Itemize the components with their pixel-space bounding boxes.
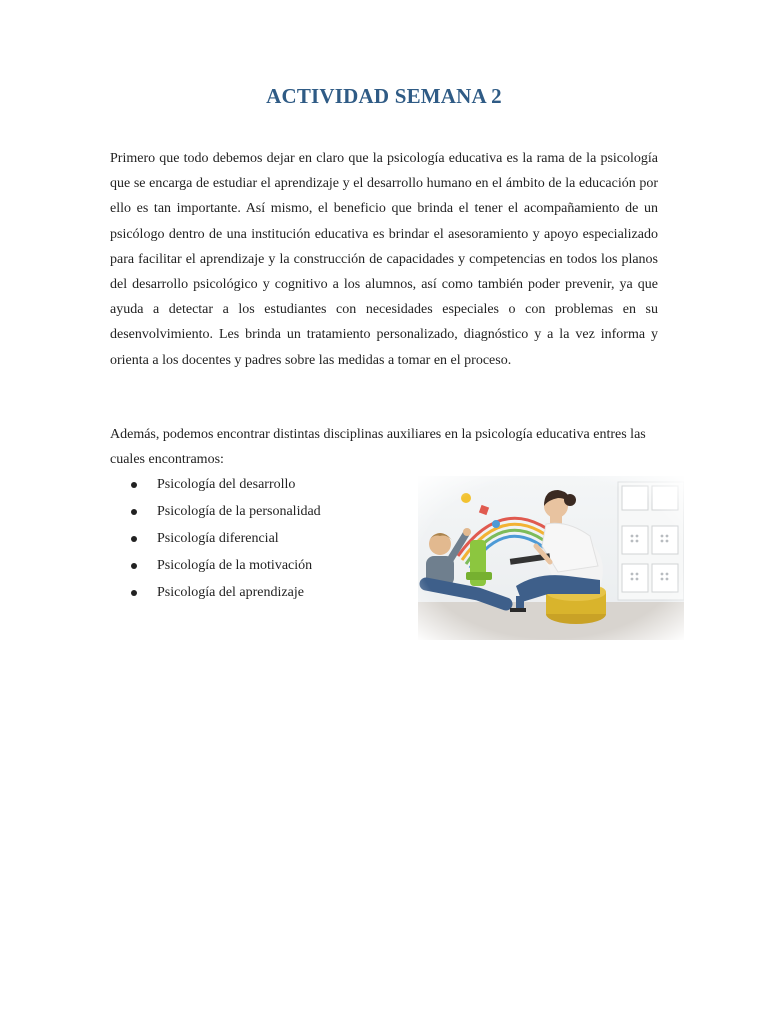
psychologist-child-photo (418, 476, 684, 640)
list-item-label: Psicología del aprendizaje (157, 585, 304, 600)
list-item (110, 581, 410, 608)
list-item-label: Psicología de la personalidad (157, 504, 321, 519)
list-item (110, 554, 410, 581)
page-title: ACTIVIDAD SEMANA 2 (266, 84, 502, 108)
bullet-icon (131, 536, 137, 542)
list-item (110, 473, 410, 500)
psychologist-child-illustration (418, 476, 684, 640)
list-item (110, 500, 410, 527)
bullet-icon (131, 482, 137, 488)
list-item-label: Psicología del desarrollo (157, 477, 296, 492)
bullet-icon (131, 563, 137, 569)
bullet-icon (131, 590, 137, 596)
disciplines-paragraph: Además, podemos encontrar distintas disciplinas auxiliares en la psicología educativa entres las cuales encontramos: (110, 427, 646, 467)
bullet-icon (131, 509, 137, 515)
intro-paragraph: Primero que todo debemos dejar en claro que la psicología educativa es la rama de la psicología que se encarga de estudiar el aprendizaje y el desarrollo humano en el ámbito de la educación por ello es tan importante. Así mismo, el beneficio que brinda el tener el acompañamiento de un psicólogo dentro de una institución educativa es brindar el asesoramiento y apoyo especializado para facilitar el aprendizaje y la construcción de capacidades y competencias en todos los planos del desarrollo psicológico y cognitivo a los alumnos, así como también poder prevenir, ya que ayuda a detectar a los estudiantes con necesidades especiales o con problemas en su desenvolvimiento. Les brinda un tratamiento personalizado, diagnóstico y a la vez informa y orienta a los docentes y padres sobre las medidas a tomar en el proceso. (110, 151, 658, 368)
list-item-label: Psicología diferencial (157, 531, 279, 546)
list-item-label: Psicología de la motivación (157, 558, 313, 573)
list-item (110, 527, 410, 554)
disciplines-list (110, 473, 410, 608)
